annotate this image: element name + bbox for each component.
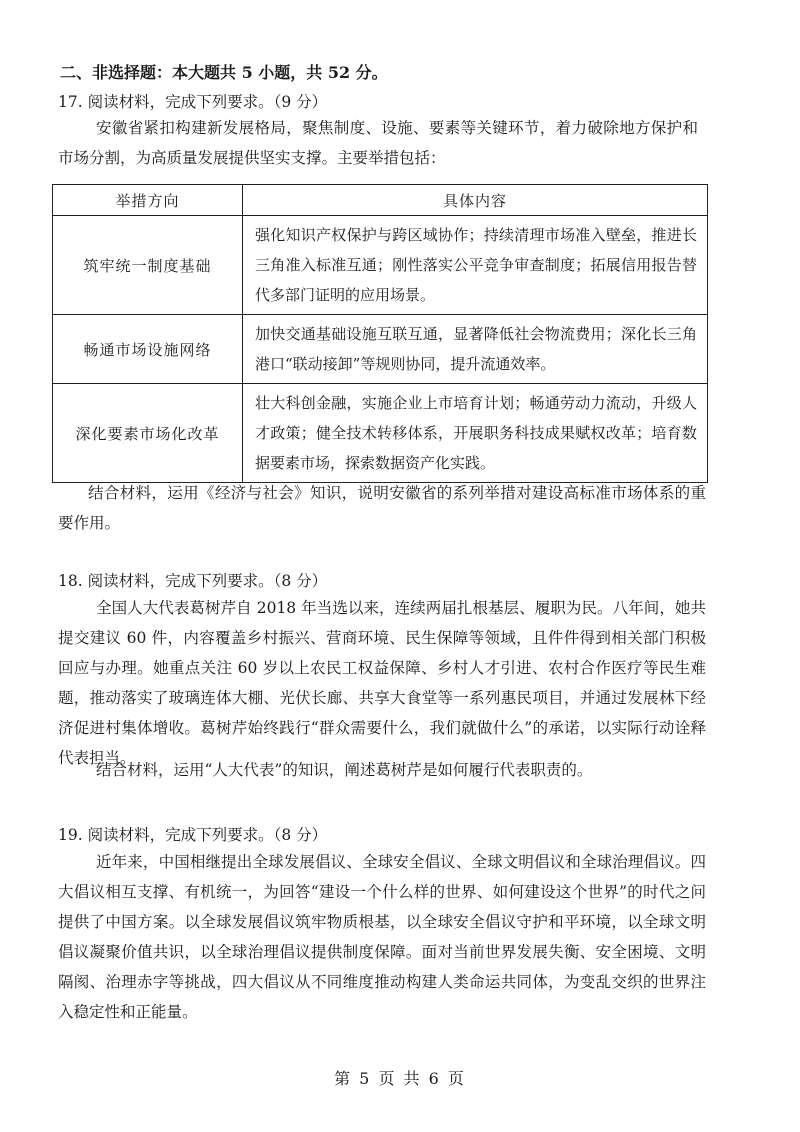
q17-task: 结合材料，运用《经济与社会》知识，说明安徽省的系列举措对建设高标准市场体系的重要作用。 bbox=[58, 484, 706, 532]
table-cell-direction: 畅通市场设施网络 bbox=[53, 315, 243, 384]
table-cell-direction: 深化要素市场化改革 bbox=[53, 384, 243, 483]
table-header-row bbox=[53, 185, 708, 216]
q17-intro: 安徽省紧扣构建新发展格局，聚焦制度、设施、要素等关键环节，着力破除地方保护和市场分割，为高质量发展提供坚实支撑。主要举措包括： bbox=[58, 119, 698, 167]
table-row bbox=[53, 216, 708, 315]
q19-title: 19. 阅读材料，完成下列要求。（8 分） bbox=[58, 826, 328, 844]
measures-table bbox=[52, 184, 708, 483]
page-footer: 第 5 页 共 6 页 bbox=[334, 1069, 466, 1088]
table-cell-direction: 筑牢统一制度基础 bbox=[53, 216, 243, 315]
table-cell-content: 壮大科创金融，实施企业上市培育计划；畅通劳动力流动，升级人才政策；健全技术转移体系，开展职务科技成果赋权改革；培育数据要素市场，探索数据资产化实践。 bbox=[243, 384, 708, 483]
q18-task: 结合材料，运用“人大代表”的知识，阐述葛树芹是如何履行代表职责的。 bbox=[96, 761, 593, 779]
q17-title: 17. 阅读材料，完成下列要求。（9 分） bbox=[58, 93, 328, 111]
table-row bbox=[53, 384, 708, 483]
section-header: 二、非选择题：本大题共 5 小题，共 52 分。 bbox=[60, 63, 388, 82]
q19-material: 近年来，中国相继提出全球发展倡议、全球安全倡议、全球文明倡议和全球治理倡议。四大倡议相互支撑、有机统一，为回答“建设一个什么样的世界、如何建设这个世界”的时代之问提供了中国方案。以全球发展倡议筑牢物质根基，以全球安全倡议守护和平环境，以全球文明倡议凝聚价值共识，以全球治理倡议提供制度保障。面对当前世界发展失衡、安全困境、文明隔阂、治理赤字等挑战，四大倡议从不同维度推动构建人类命运共同体，为变乱交织的世界注入稳定性和正能量。 bbox=[58, 853, 706, 1021]
q18-title: 18. 阅读材料，完成下列要求。（8 分） bbox=[58, 572, 328, 590]
table-header-direction: 举措方向 bbox=[53, 185, 243, 216]
table-row bbox=[53, 315, 708, 384]
table-header-content: 具体内容 bbox=[243, 185, 708, 216]
table-cell-content: 加快交通基础设施互联互通，显著降低社会物流费用；深化长三角港口“联动接卸”等规则协同，提升流通效率。 bbox=[243, 315, 708, 384]
q18-material: 全国人大代表葛树芹自 2018 年当选以来，连续两届扎根基层、履职为民。八年间，她共提交建议 60 件，内容覆盖乡村振兴、营商环境、民生保障等领域，且件件得到相关部门积极回应与办理。她重点关注 60 岁以上农民工权益保障、乡村人才引进、农村合作医疗等民生难题，推动落实了玻璃连体大棚、光伏长廊、共享大食堂等一系列惠民项目，并通过发展林下经济促进村集体增收。葛树芹始终践行“群众需要什么，我们就做什么”的承诺，以实际行动诠释代表担当。 bbox=[58, 599, 706, 767]
table-cell-content: 强化知识产权保护与跨区域协作；持续清理市场准入壁垒，推进长三角准入标准互通；刚性落实公平竞争审查制度；拓展信用报告替代多部门证明的应用场景。 bbox=[243, 216, 708, 315]
